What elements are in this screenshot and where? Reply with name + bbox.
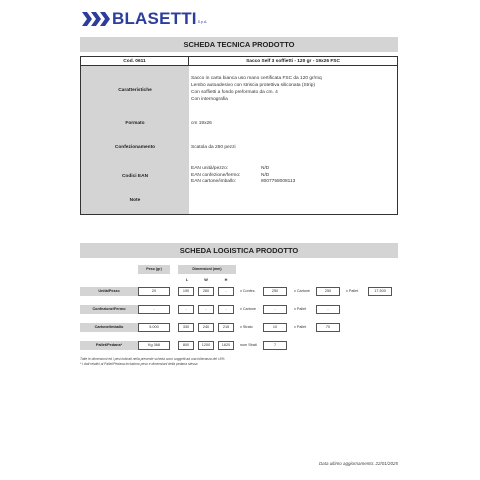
unit-height: - xyxy=(218,287,234,296)
dimensions-header: Dimensioni (mm) xyxy=(178,265,236,274)
unit-per-pack: 250 xyxy=(263,287,287,296)
carton-per-pallet: 70 xyxy=(316,323,340,332)
characteristics-line: Con internografia xyxy=(191,96,228,102)
carton-row-label: Cartone/Imballo xyxy=(80,323,138,332)
unit-weight: 20 xyxy=(138,287,170,296)
code-value: Sacco Self 3 soffietti - 120 gr - 19x26 FSC xyxy=(246,58,340,64)
packaging-row xyxy=(81,138,397,157)
pack-per-pallet: - xyxy=(316,305,340,314)
characteristics-label: Caratteristiche xyxy=(81,71,189,109)
pack-width: - xyxy=(198,305,214,314)
carton-weight: 5.000 xyxy=(138,323,170,332)
ean-line xyxy=(191,166,397,173)
logo-wordmark: BLASETTI xyxy=(112,9,197,28)
dim-h-label: H xyxy=(224,278,228,282)
pallet-layers: 7 xyxy=(263,341,287,350)
carton-height: 215 xyxy=(218,323,234,332)
characteristics-line: Con soffietti a fondo preformato da cm. 4 xyxy=(191,90,278,95)
unit-width: 260 xyxy=(198,287,214,296)
pack-per-carton-label: x Cartone xyxy=(240,307,256,311)
dim-w-label: W xyxy=(204,278,208,282)
unit-row-label: Unità/Pezzo xyxy=(80,287,138,296)
code-row xyxy=(81,57,397,66)
brand-logo xyxy=(82,9,207,29)
code-label: Cod. 0611 xyxy=(81,57,189,65)
carton-per-layer: 10 xyxy=(263,323,287,332)
ean-label: Codici EAN xyxy=(81,162,189,190)
pack-weight: - xyxy=(138,305,170,314)
pallet-weight: Kg 368 xyxy=(138,341,170,350)
packaging-value: Scatola da 250 pezzi xyxy=(191,145,236,150)
logistic-sheet-title: SCHEDA LOGISTICA PRODOTTO xyxy=(80,243,398,258)
pallet-layers-label: num Strati xyxy=(240,343,257,347)
pallet-row-label: Pallet/Pedana* xyxy=(80,341,138,350)
pack-row-label: Confezione/Fermo xyxy=(80,305,138,314)
pallet-width: 1200 xyxy=(198,341,214,350)
characteristics-line: Sacco in carta bianca uso mano certificata FSC da 120 gr/mq xyxy=(191,76,322,82)
carton-length: 330 xyxy=(178,323,194,332)
tech-table xyxy=(80,56,398,215)
unit-length: 190 xyxy=(178,287,194,296)
dim-l-label: L xyxy=(185,278,189,282)
carton-per-pallet-label: x Pallet xyxy=(294,325,307,329)
weight-header: Peso (gr) xyxy=(138,265,170,274)
notes-row xyxy=(81,195,397,205)
logo-suffix: S.p.A. xyxy=(197,20,208,24)
pallet-height: 1620 xyxy=(218,341,234,350)
unit-per-carton: 250 xyxy=(316,287,340,296)
ean-key: EAN unità/pezzo: xyxy=(191,165,229,171)
ean-row xyxy=(81,162,397,190)
pallet-length: 800 xyxy=(178,341,194,350)
ean-values xyxy=(189,162,397,190)
ean-key: EAN confezione/fermo: xyxy=(191,172,241,178)
unit-per-pack-label: x Confez. xyxy=(240,289,256,293)
notes-value xyxy=(189,195,397,205)
packaging-label: Confezionamento xyxy=(81,138,189,157)
characteristics-row xyxy=(81,71,397,109)
format-label: Formato xyxy=(81,114,189,133)
pack-length: - xyxy=(178,305,194,314)
pack-height: - xyxy=(218,305,234,314)
blasetti-chevrons-icon xyxy=(82,12,110,26)
tolerance-note: Tutte le dimensioni ed i pesi indicati nella presente scheda sono soggetti ad una tolleranza del ±5% xyxy=(80,357,225,361)
ean-value: 8007758008113 xyxy=(261,179,296,185)
characteristics-value xyxy=(189,71,397,109)
spacer xyxy=(81,205,397,214)
carton-per-layer-label: x Strato xyxy=(240,325,253,329)
ean-value: N/D xyxy=(261,165,270,171)
tech-sheet-title: SCHEDA TECNICA PRODOTTO xyxy=(80,37,398,52)
last-update-date: Data ultimo aggiornamento: 22/01/2025 xyxy=(318,461,398,466)
pack-per-carton: - xyxy=(263,305,287,314)
unit-per-pallet-label: x Pallet xyxy=(346,289,359,293)
ean-value: N/D xyxy=(261,172,270,178)
unit-per-carton-label: x Cartone xyxy=(294,289,310,293)
unit-per-pallet: 17.500 xyxy=(368,287,392,296)
ean-key: EAN cartone/imballo: xyxy=(191,179,237,185)
notes-label: Note xyxy=(81,195,189,205)
pallet-note: * I dati relativi al Pallet/Pedana includono peso e dimensioni della pedana stessa xyxy=(80,362,198,366)
format-row xyxy=(81,114,397,133)
characteristics-line: Lembo autoadesivo con striscia protettiva siliconata (Strip) xyxy=(191,83,315,89)
carton-width: 240 xyxy=(198,323,214,332)
ean-line xyxy=(191,179,397,186)
pack-per-pallet-label: x Pallet xyxy=(294,307,307,311)
format-value: cm 19x26 xyxy=(191,121,212,126)
